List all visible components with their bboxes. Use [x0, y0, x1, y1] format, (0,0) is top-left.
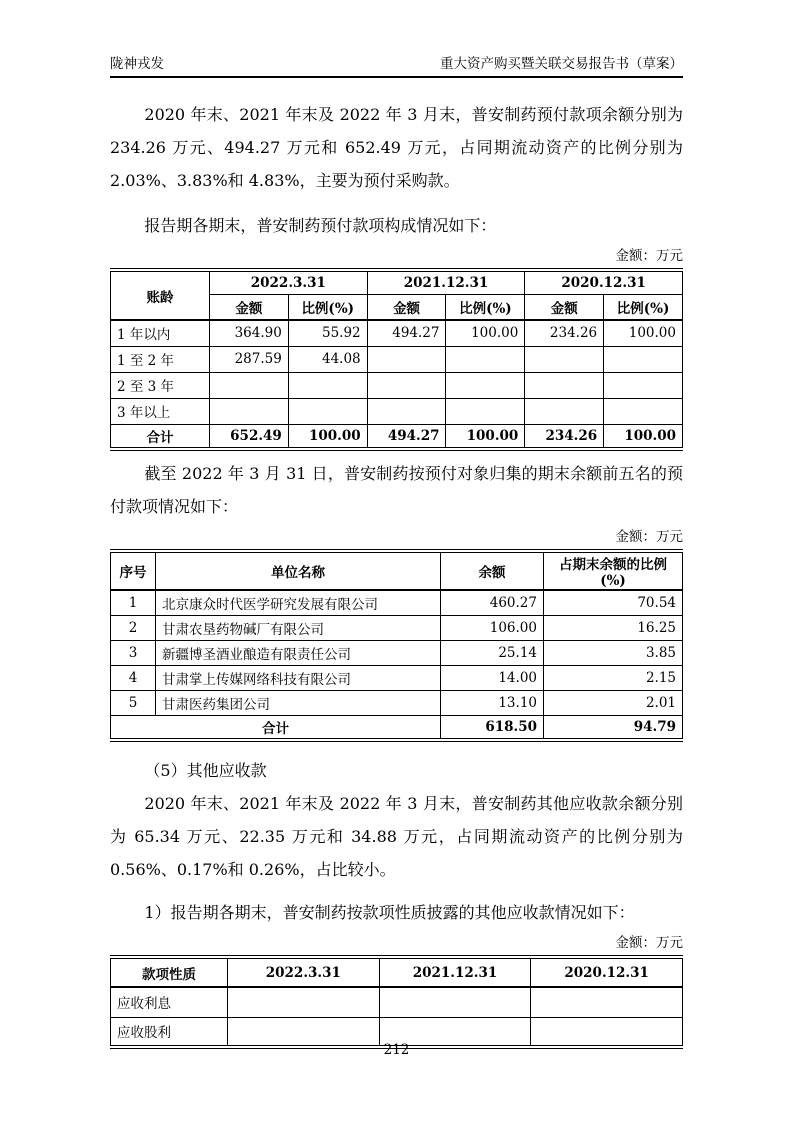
- cell-company-name: 甘肃医药集团公司: [156, 690, 441, 715]
- cell-value: [531, 987, 683, 1017]
- paragraph-prepayment-intro: 报告期各期末，普安制药预付款项构成情况如下：: [144, 216, 497, 235]
- cell-ratio: 100.00: [446, 424, 525, 449]
- paragraph-other-receivables-summary: 2020 年末、2021 年末及 2022 年 3 月末，普安制药其他应收款余额分别为 65.34 万元、22.35 万元和 34.88 万元，占同期流动资产的比例分别为 0.56%、0.17%和 0.26%，占比较小。: [110, 794, 683, 879]
- table-row: [111, 398, 683, 424]
- cell-company-name: 新疆博圣酒业酿造有限责任公司: [156, 640, 441, 665]
- cell-amount: [367, 346, 446, 372]
- cell-no: 5: [111, 690, 156, 715]
- cell-no: 4: [111, 665, 156, 690]
- cell-ratio: 3.85: [544, 640, 683, 665]
- column-header-amount: 金额: [367, 294, 446, 320]
- table-total-row: [111, 424, 683, 449]
- table-header-row: [111, 551, 683, 590]
- column-header-ratio: 比例(%): [604, 294, 683, 320]
- cell-no: 2: [111, 615, 156, 640]
- cell-total-label: 合计: [111, 715, 441, 740]
- cell-value: [379, 987, 531, 1017]
- cell-amount: [210, 398, 289, 424]
- page-number: 212: [383, 1042, 410, 1058]
- cell-ratio: 2.15: [544, 665, 683, 690]
- cell-ratio: [604, 346, 683, 372]
- running-header: [110, 52, 683, 78]
- column-header-nature: 款项性质: [111, 957, 228, 987]
- cell-balance: 460.27: [441, 590, 544, 615]
- cell-ratio: [604, 398, 683, 424]
- cell-ratio: 55.92: [288, 320, 367, 346]
- cell-amount: 234.26: [525, 424, 604, 449]
- table-total-row: [111, 715, 683, 740]
- prepayment-top5-table: [110, 549, 683, 742]
- cell-amount: [367, 398, 446, 424]
- column-header-period-2021: 2021.12.31: [367, 270, 525, 294]
- column-header-period-2022: 2022.3.31: [210, 270, 368, 294]
- table-row: [111, 590, 683, 615]
- column-header-amount: 金额: [210, 294, 289, 320]
- cell-amount: 287.59: [210, 346, 289, 372]
- cell-balance: 618.50: [441, 715, 544, 740]
- cell-aging-label: 1 至 2 年: [111, 346, 210, 372]
- cell-company-name: 甘肃农垦药物碱厂有限公司: [156, 615, 441, 640]
- cell-amount: [210, 372, 289, 398]
- receivables-nature-table: [110, 955, 683, 1049]
- column-header-company: 单位名称: [156, 551, 441, 590]
- table-row: [111, 320, 683, 346]
- cell-ratio: [446, 398, 525, 424]
- cell-ratio: 16.25: [544, 615, 683, 640]
- cell-balance: 25.14: [441, 640, 544, 665]
- cell-aging-label: 1 年以内: [111, 320, 210, 346]
- cell-amount: 494.27: [367, 320, 446, 346]
- cell-ratio: 44.08: [288, 346, 367, 372]
- paragraph-top5-intro: 截至 2022 年 3 月 31 日，普安制药按预付对象归集的期末余额前五名的预付款项情况如下：: [110, 464, 683, 516]
- column-header-aging: 账龄: [111, 270, 210, 320]
- cell-ratio: [288, 372, 367, 398]
- cell-amount: [367, 372, 446, 398]
- column-header-amount: 金额: [525, 294, 604, 320]
- cell-ratio: 100.00: [604, 424, 683, 449]
- column-header-ratio: 占期末余额的比例(%): [544, 551, 683, 590]
- section-heading-other-receivables: （5）其他应收款: [144, 761, 267, 780]
- cell-amount: [525, 346, 604, 372]
- paragraph-prepayment-summary: 2020 年末、2021 年末及 2022 年 3 月末，普安制药预付款项余额分别为 234.26 万元、494.27 万元和 652.49 万元，占同期流动资产的比例分别为 2.03%、3.83%和 4.83%，主要为预付采购款。: [110, 105, 683, 190]
- cell-ratio: [446, 346, 525, 372]
- cell-amount: 234.26: [525, 320, 604, 346]
- cell-company-name: 甘肃掌上传媒网络科技有限公司: [156, 665, 441, 690]
- cell-amount: [525, 398, 604, 424]
- cell-company-name: 北京康众时代医学研究发展有限公司: [156, 590, 441, 615]
- cell-balance: 14.00: [441, 665, 544, 690]
- table-row: [111, 690, 683, 715]
- cell-aging-label: 2 至 3 年: [111, 372, 210, 398]
- cell-amount: 494.27: [367, 424, 446, 449]
- table-header-row: [111, 957, 683, 987]
- cell-amount: 652.49: [210, 424, 289, 449]
- column-header-period-2020: 2020.12.31: [531, 957, 683, 987]
- cell-amount: [525, 372, 604, 398]
- column-header-ratio: 比例(%): [288, 294, 367, 320]
- cell-ratio: 94.79: [544, 715, 683, 740]
- cell-ratio: [288, 398, 367, 424]
- cell-ratio: 100.00: [288, 424, 367, 449]
- cell-ratio: 2.01: [544, 690, 683, 715]
- cell-balance: 106.00: [441, 615, 544, 640]
- table-row: [111, 346, 683, 372]
- paragraph-nature-intro: 1）报告期各期末，普安制药按款项性质披露的其他应收款情况如下：: [144, 903, 635, 922]
- cell-balance: 13.10: [441, 690, 544, 715]
- unit-label: 金额：万元: [615, 935, 683, 951]
- table-header-row: [111, 270, 683, 294]
- column-header-period-2021: 2021.12.31: [379, 957, 531, 987]
- cell-ratio: 70.54: [544, 590, 683, 615]
- cell-nature-label: 应收股利: [111, 1017, 228, 1047]
- header-report-title: 重大资产购买暨关联交易报告书（草案）: [440, 56, 683, 72]
- column-header-period-2022: 2022.3.31: [228, 957, 380, 987]
- prepayment-aging-table: [110, 268, 683, 451]
- cell-ratio: 100.00: [446, 320, 525, 346]
- cell-total-label: 合计: [111, 424, 210, 449]
- table-row: [111, 640, 683, 665]
- table-row: [111, 372, 683, 398]
- unit-label: 金额：万元: [615, 529, 683, 545]
- cell-ratio: 100.00: [604, 320, 683, 346]
- cell-value: [228, 987, 380, 1017]
- column-header-ratio: 比例(%): [446, 294, 525, 320]
- table-row: [111, 987, 683, 1017]
- header-company-name: 陇神戎发: [110, 56, 164, 72]
- column-header-no: 序号: [111, 551, 156, 590]
- cell-no: 1: [111, 590, 156, 615]
- cell-ratio: [446, 372, 525, 398]
- table-row: [111, 615, 683, 640]
- cell-ratio: [604, 372, 683, 398]
- cell-aging-label: 3 年以上: [111, 398, 210, 424]
- column-header-period-2020: 2020.12.31: [525, 270, 683, 294]
- table-row: [111, 665, 683, 690]
- cell-amount: 364.90: [210, 320, 289, 346]
- column-header-balance: 余额: [441, 551, 544, 590]
- cell-no: 3: [111, 640, 156, 665]
- cell-nature-label: 应收利息: [111, 987, 228, 1017]
- unit-label: 金额：万元: [615, 248, 683, 264]
